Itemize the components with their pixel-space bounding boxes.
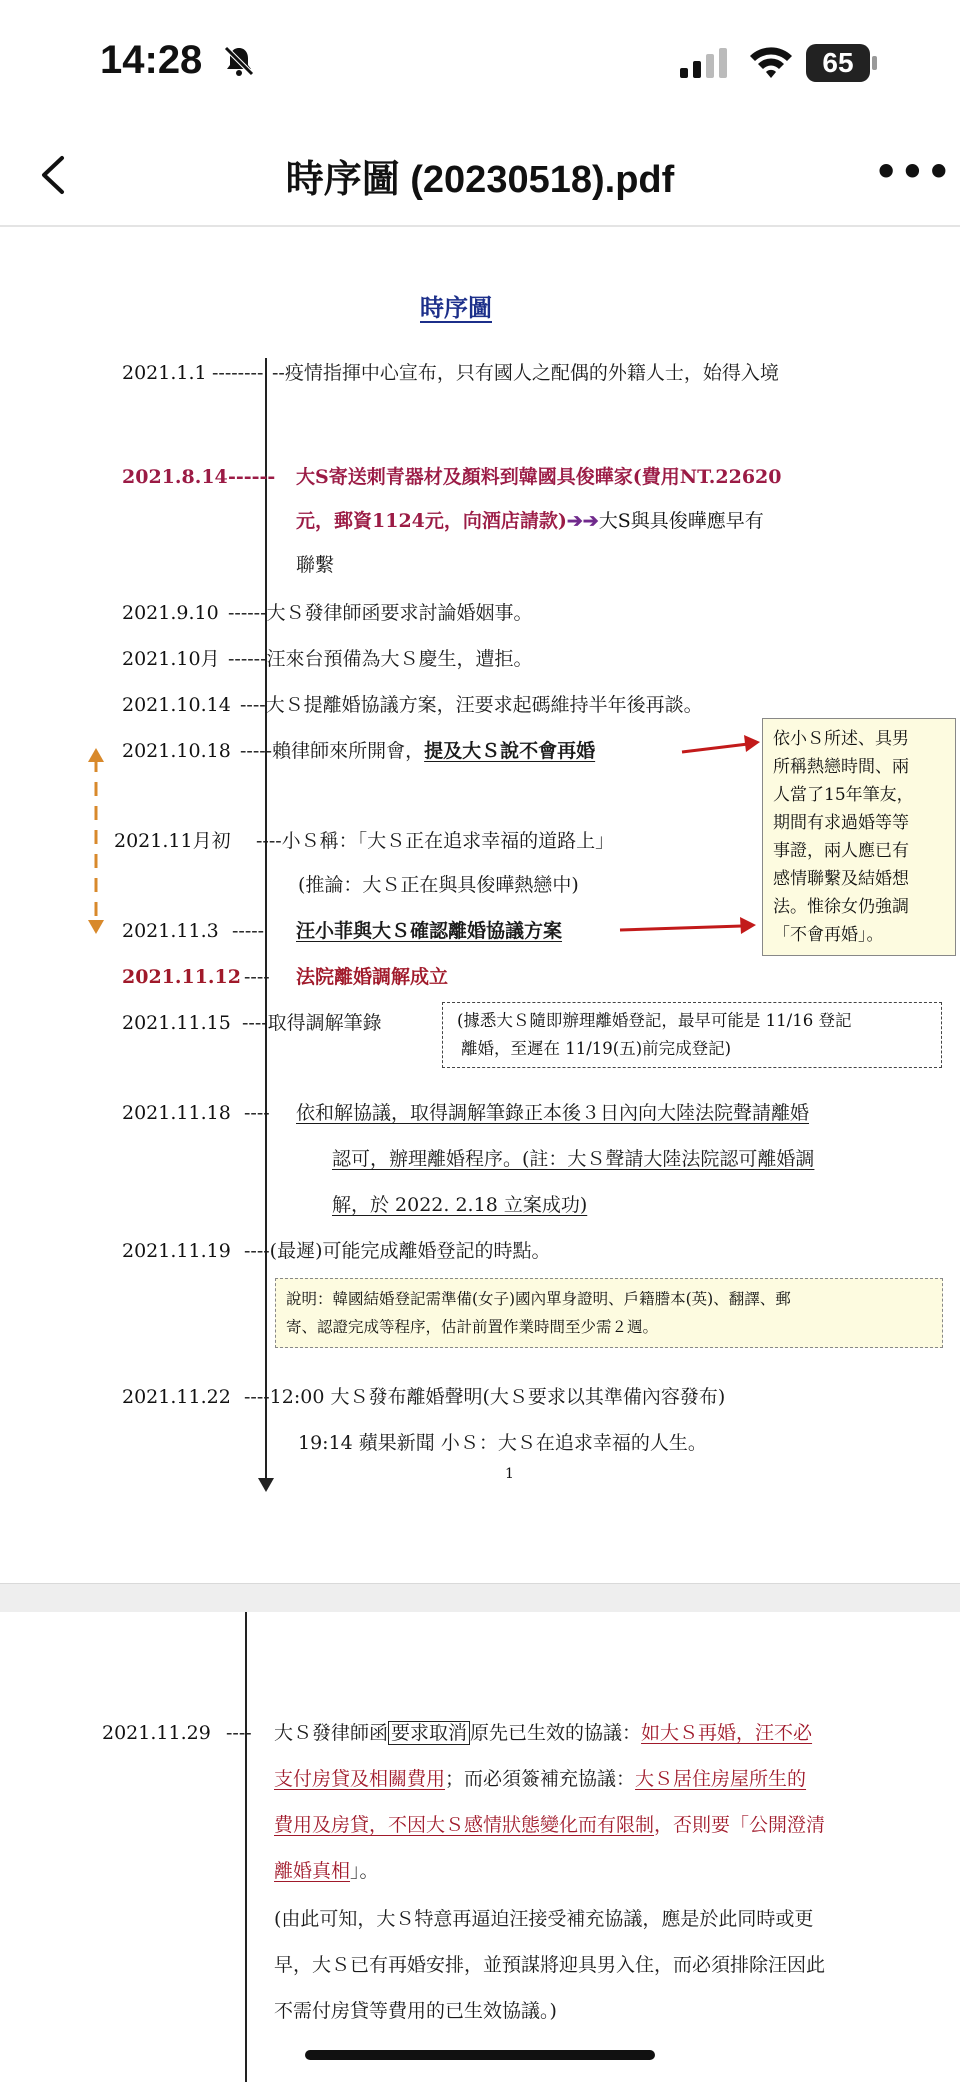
nav-bar bbox=[0, 130, 960, 227]
event-date: 2021.10月 bbox=[122, 648, 220, 670]
highlight-text: 費用及房貸，不因大Ｓ感情狀態變化而有限制 bbox=[274, 1814, 655, 1836]
highlight-text: 大Ｓ居住房屋所生的 bbox=[635, 1768, 807, 1790]
event-date: 2021.10.18 bbox=[122, 740, 231, 762]
status-bar bbox=[0, 0, 960, 120]
event-date: 2021.11.22 bbox=[122, 1386, 231, 1408]
cellular-signal-icon bbox=[680, 48, 730, 78]
event-text-part: ；而必須簽補充協議： bbox=[445, 1768, 636, 1790]
event-dash: ---- bbox=[244, 1102, 270, 1124]
event-date: 2021.9.10 bbox=[122, 602, 219, 624]
event-text: 解，於 2022. 2.18 立案成功) bbox=[332, 1194, 588, 1216]
highlight-text: 如大Ｓ再婚，汪不必 bbox=[641, 1722, 813, 1744]
event-text: 依和解協議，取得調解筆錄正本後３日內向大陸法院聲請離婚 bbox=[296, 1102, 810, 1124]
note-line: 寄、認證完成等程序，估計前置作業時間至少需２週。 bbox=[286, 1318, 659, 1336]
wifi-icon bbox=[748, 44, 794, 80]
event-date: 2021.11.29 bbox=[102, 1722, 211, 1744]
arrow-glyph: ➔➔ bbox=[566, 510, 599, 532]
event-highlight: 汪小菲與大Ｓ確認離婚協議方案 bbox=[296, 920, 563, 942]
doc-heading: 時序圖 bbox=[420, 293, 492, 322]
event-date: 2021.1.1 bbox=[122, 362, 207, 384]
event-date: 2021.11.12 bbox=[122, 966, 241, 988]
page-number: 1 bbox=[505, 1466, 514, 1482]
event-text: ----(最遲)可能完成離婚登記的時點。 bbox=[244, 1240, 551, 1262]
event-subtext: (推論：大Ｓ正在與具俊曄熱戀中) bbox=[298, 874, 579, 896]
event-text-part: -----賴律師來所開會， bbox=[240, 740, 425, 762]
event-date: 2021.11.3 bbox=[122, 920, 219, 942]
red-arrow-head bbox=[744, 735, 760, 752]
battery-indicator: 65 bbox=[806, 44, 870, 82]
event-text bbox=[274, 1720, 812, 1746]
battery-tip bbox=[872, 56, 877, 70]
side-note-line: 所稱熱戀時間、兩 bbox=[773, 757, 909, 777]
more-options-icon[interactable]: ••• bbox=[874, 150, 953, 194]
side-note-line: 感情聯繫及結婚想 bbox=[773, 869, 909, 889]
event-text-part: 元，郵資1124元，向酒店請款) bbox=[296, 510, 567, 532]
page-separator bbox=[0, 1583, 960, 1613]
event-dash: ---- bbox=[244, 966, 270, 988]
event-text: 聯繫 bbox=[296, 554, 335, 576]
event-text bbox=[274, 1858, 379, 1884]
event-date: 2021.8.14 bbox=[122, 466, 228, 488]
event-text-part: 」。 bbox=[350, 1860, 379, 1882]
side-note-line: 期間有求過婚等等 bbox=[773, 813, 909, 833]
event-subtext: 19:14 蘋果新聞 小Ｓ：大Ｓ在追求幸福的人生。 bbox=[298, 1432, 707, 1454]
dotted-note-box bbox=[442, 1002, 942, 1068]
event-date: 2021.11月初 bbox=[114, 830, 231, 852]
event-text: 認可，辦理離婚程序。(註：大Ｓ聲請大陸法院認可離婚調 bbox=[332, 1148, 815, 1170]
event-text: 不需付房貸等費用的已生效協議。) bbox=[274, 2000, 557, 2022]
event-dash: ------ bbox=[228, 466, 276, 488]
orange-arrow-head-down bbox=[88, 920, 104, 934]
event-text-part: 大Ｓ發律師函 bbox=[274, 1722, 389, 1744]
highlight-text: 離婚真相 bbox=[274, 1860, 351, 1882]
side-note-line: 人當了15年筆友， bbox=[773, 785, 914, 805]
event-date: 2021.11.18 bbox=[122, 1102, 231, 1124]
note-line: 離婚，至遲在 11/19(五)前完成登記) bbox=[461, 1039, 732, 1058]
home-indicator[interactable] bbox=[305, 2050, 655, 2060]
event-text: ----小Ｓ稱：「大Ｓ正在追求幸福的道路上」 bbox=[256, 830, 615, 852]
highlight-text: 支付房貸及相關費用 bbox=[274, 1768, 446, 1790]
pdf-page-2[interactable] bbox=[0, 1612, 960, 2082]
note-line: (據悉大Ｓ隨即辦理離婚登記，最早可能是 11/16 登記 bbox=[457, 1011, 852, 1030]
event-text: 大S寄送刺青器材及顏料到韓國具俊曄家(費用NT.22620 bbox=[296, 466, 782, 488]
event-text-part: ，否則要「公開澄清 bbox=[654, 1814, 826, 1836]
event-text: ----12:00 大Ｓ發布離婚聲明(大Ｓ要求以其準備內容發布) bbox=[244, 1386, 726, 1408]
red-arrow bbox=[620, 926, 742, 930]
event-text: ------大Ｓ發律師函要求討論婚姻事。 bbox=[228, 602, 533, 624]
clock: 14:28 bbox=[100, 38, 203, 82]
event-text-part: 大S與具俊曄應早有 bbox=[598, 510, 764, 532]
event-text: --疫情指揮中心宣布，只有國人之配偶的外籍人士，始得入境 bbox=[272, 362, 779, 384]
note-line: 說明：韓國結婚登記需準備(女子)國內單身證明、戶籍謄本(英)、翻譯、郵 bbox=[286, 1290, 791, 1308]
boxed-text: 要求取消 bbox=[388, 1721, 470, 1745]
timeline-axis bbox=[245, 1612, 247, 2082]
event-text bbox=[274, 1812, 825, 1838]
annotation-arrows bbox=[0, 228, 960, 1583]
bell-muted-icon bbox=[222, 44, 256, 78]
red-arrow bbox=[682, 744, 748, 752]
red-arrow-head bbox=[740, 917, 756, 934]
document-title: 時序圖 (20230518).pdf bbox=[285, 159, 675, 201]
event-text-part: 原先已生效的協議： bbox=[470, 1722, 642, 1744]
event-dash: ---- bbox=[226, 1722, 252, 1744]
event-highlight: 法院離婚調解成立 bbox=[296, 966, 449, 988]
explanation-box bbox=[275, 1278, 943, 1348]
event-date: 2021.10.14 bbox=[122, 694, 231, 716]
side-note-line: 法。惟徐女仍強調 bbox=[773, 897, 909, 917]
event-text: (由此可知，大Ｓ特意再逼迫汪接受補充協議，應是於此同時或更 bbox=[274, 1908, 814, 1930]
event-dash: ----- bbox=[232, 920, 265, 942]
event-text: ----取得調解筆錄 bbox=[242, 1012, 382, 1034]
orange-arrow-head-up bbox=[88, 748, 104, 762]
event-text bbox=[274, 1766, 806, 1792]
event-text: ------汪來台預備為大Ｓ慶生，遭拒。 bbox=[228, 648, 533, 670]
event-text: ----大Ｓ提離婚協議方案，汪要求起碼維持半年後再談。 bbox=[240, 694, 703, 716]
event-date: 2021.11.15 bbox=[122, 1012, 231, 1034]
event-highlight: 提及大Ｓ說不會再婚 bbox=[424, 740, 596, 762]
event-date: 2021.11.19 bbox=[122, 1240, 231, 1262]
event-dash: -------- bbox=[212, 362, 264, 384]
side-note-line: 依小Ｓ所述、具男 bbox=[773, 729, 909, 749]
pdf-page-1[interactable] bbox=[0, 228, 960, 1583]
side-note-line: 事證，兩人應已有 bbox=[773, 841, 909, 861]
side-note-line: 「不會再婚」。 bbox=[773, 925, 884, 945]
event-text: 早，大Ｓ已有再婚安排，並預謀將迎具男入住，而必須排除汪因此 bbox=[274, 1954, 826, 1976]
